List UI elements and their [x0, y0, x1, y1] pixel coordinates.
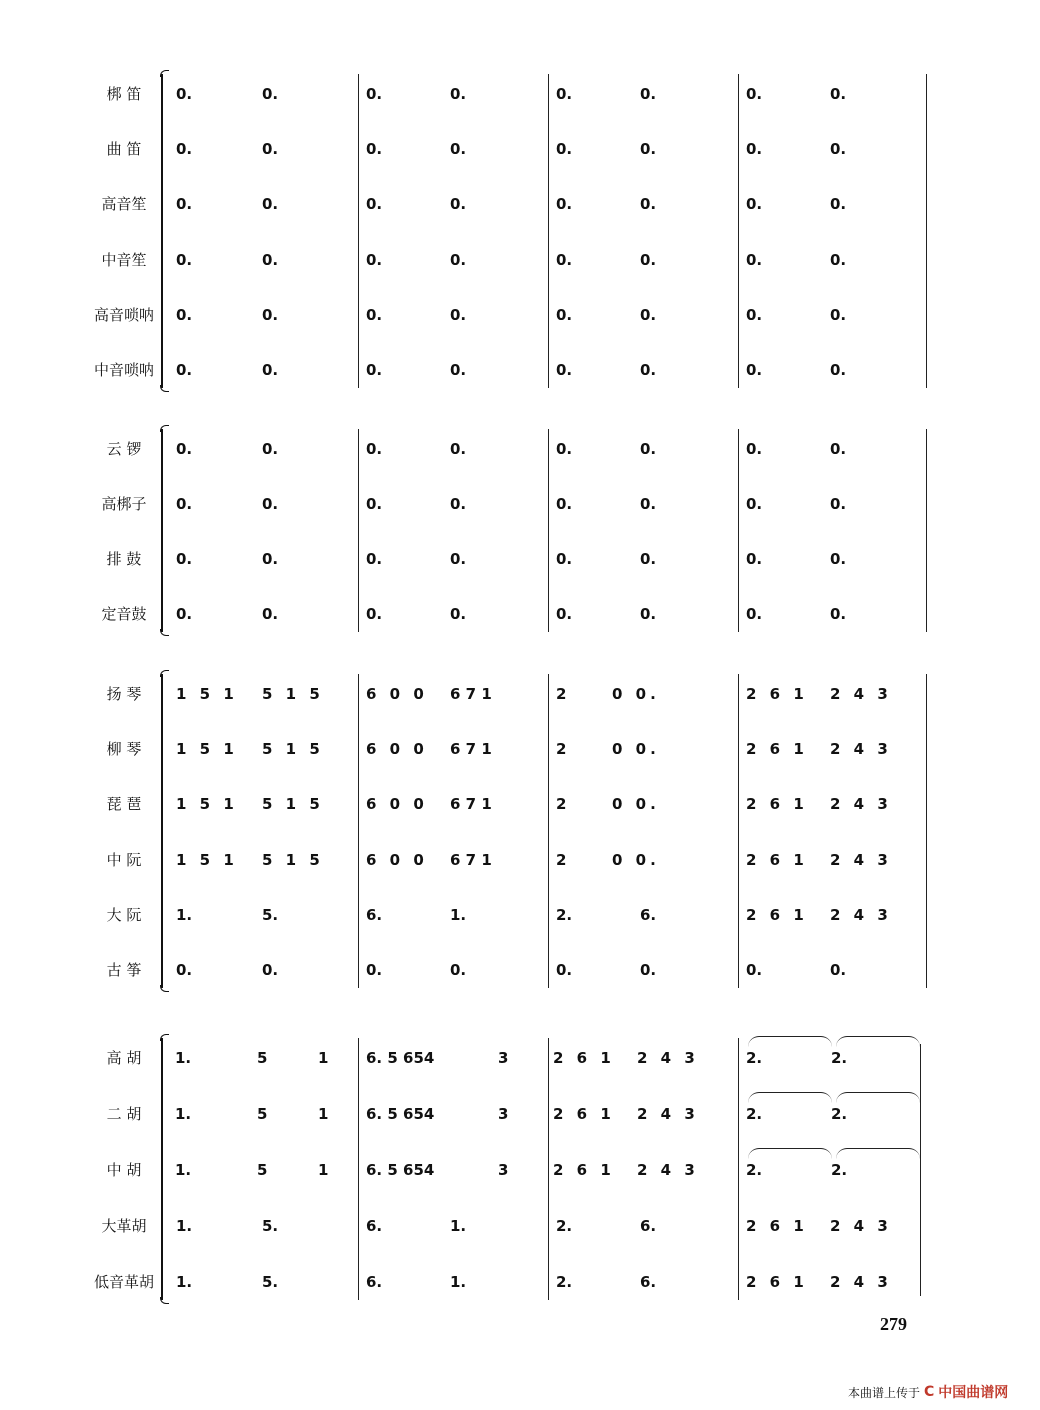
- note-cell: 0.: [830, 605, 847, 623]
- barline: [926, 74, 927, 388]
- note-cell: 0.: [556, 305, 573, 324]
- barline: [926, 429, 927, 632]
- note-cell: 0.: [830, 250, 847, 269]
- note-cell: 0.: [830, 195, 847, 214]
- note-cell: 1 5 1: [176, 685, 238, 703]
- note-cell: 2.: [831, 1161, 848, 1179]
- note-cell: 0.: [262, 140, 279, 159]
- note-cell: 0.: [450, 195, 467, 214]
- note-cell: 0.: [556, 550, 573, 568]
- note-cell: 5.: [262, 905, 279, 924]
- group-bracket: [161, 429, 171, 632]
- note-cell: 6. 5 654: [366, 1105, 435, 1123]
- note-cell: 2 4 3: [830, 1273, 892, 1291]
- note-cell: 0.: [262, 495, 279, 513]
- note-cell: 0.: [830, 550, 847, 568]
- barline: [358, 674, 359, 988]
- note-cell: 0.: [746, 195, 763, 214]
- note-cell: 0.: [556, 440, 573, 458]
- note-cell: 0.: [640, 250, 657, 269]
- note-cell: 6 7 1: [450, 795, 492, 814]
- note-cell: 0.: [556, 140, 573, 159]
- note-cell: 2 6 1: [553, 1049, 615, 1067]
- note-cell: 6.: [366, 1273, 383, 1291]
- instrument-label: 柳 琴: [106, 740, 142, 759]
- instrument-label: 高音笙: [101, 195, 147, 214]
- note-cell: 5 1 5: [262, 850, 324, 869]
- tie-arc: [748, 1148, 832, 1159]
- note-cell: 0.: [176, 495, 193, 513]
- instrument-label: 大 阮: [106, 905, 142, 924]
- note-cell: 0.: [746, 361, 763, 379]
- note-cell: 1.: [175, 1049, 192, 1067]
- note-cell: 0.: [450, 605, 467, 623]
- note-cell: 0.: [176, 305, 193, 324]
- note-cell: 6.: [366, 905, 383, 924]
- note-cell: 0.: [450, 85, 467, 103]
- note-cell: 2.: [556, 905, 573, 924]
- barline: [926, 674, 927, 988]
- note-cell: 0.: [746, 495, 763, 513]
- note-cell: 0.: [556, 961, 573, 979]
- note-cell: 0.: [746, 85, 763, 103]
- note-cell: 2 6 1: [746, 1217, 808, 1235]
- barline: [738, 1038, 739, 1300]
- note-cell: 0.: [746, 550, 763, 568]
- barline: [358, 74, 359, 388]
- note-cell: 1.: [450, 905, 467, 924]
- note-cell: 0.: [746, 305, 763, 324]
- group-bracket: [161, 1038, 171, 1300]
- note-cell: 0.: [366, 140, 383, 159]
- note-cell: 0.: [640, 195, 657, 214]
- note-cell: 0.: [366, 961, 383, 979]
- note-cell: 0.: [366, 495, 383, 513]
- note-cell: 0.: [262, 85, 279, 103]
- site-logo-icon: C: [924, 1384, 935, 1400]
- instrument-label: 云 锣: [106, 440, 142, 458]
- note-cell: 0.: [176, 140, 193, 159]
- note-cell: 5 1 5: [262, 685, 324, 703]
- note-cell: 3: [498, 1049, 509, 1067]
- note-cell: 0.: [262, 550, 279, 568]
- note-cell: 2 4 3: [830, 740, 892, 759]
- note-cell: 0.: [176, 961, 193, 979]
- note-cell: 2 6 1: [746, 850, 808, 869]
- note-cell: 5 1 5: [262, 795, 324, 814]
- note-cell: 2.: [831, 1105, 848, 1123]
- note-cell: 0.: [640, 605, 657, 623]
- barline: [548, 74, 549, 388]
- note-cell: 0.: [450, 961, 467, 979]
- note-cell: 0.: [366, 361, 383, 379]
- footer-text: 本曲谱上传于: [848, 1385, 921, 1400]
- note-cell: 2.: [556, 1217, 573, 1235]
- note-cell: 0.: [746, 250, 763, 269]
- note-cell: 0.: [450, 361, 467, 379]
- note-cell: 0.: [556, 250, 573, 269]
- barline: [548, 429, 549, 632]
- note-cell: 0.: [366, 195, 383, 214]
- note-cell: 0.: [450, 440, 467, 458]
- note-cell: 0.: [262, 305, 279, 324]
- note-cell: 6.: [640, 1217, 657, 1235]
- note-cell: 5: [257, 1049, 268, 1067]
- note-cell: 0.: [746, 961, 763, 979]
- note-cell: 2.: [746, 1105, 763, 1123]
- note-cell: 1.: [450, 1273, 467, 1291]
- note-cell: 0.: [176, 440, 193, 458]
- note-cell: 2 4 3: [830, 850, 892, 869]
- note-cell: 1.: [175, 1161, 192, 1179]
- note-cell: 6.: [640, 905, 657, 924]
- note-cell: 2 6 1: [746, 685, 808, 703]
- note-cell: 0.: [450, 495, 467, 513]
- note-cell: 5: [257, 1105, 268, 1123]
- note-cell: 2 6 1: [553, 1105, 615, 1123]
- note-cell: 0.: [366, 305, 383, 324]
- barline: [358, 1038, 359, 1300]
- note-cell: 2 4 3: [830, 905, 892, 924]
- note-cell: 0 0.: [612, 685, 660, 703]
- note-cell: 0.: [176, 85, 193, 103]
- note-cell: 2: [556, 850, 567, 869]
- instrument-label: 二 胡: [106, 1105, 142, 1123]
- note-cell: 0.: [366, 605, 383, 623]
- note-cell: 0.: [640, 550, 657, 568]
- note-cell: 2.: [746, 1161, 763, 1179]
- note-cell: 1.: [176, 1217, 193, 1235]
- site-logo-text: 中国曲谱网: [938, 1385, 1009, 1401]
- note-cell: 6 7 1: [450, 740, 492, 759]
- note-cell: 5: [257, 1161, 268, 1179]
- note-cell: 6. 5 654: [366, 1161, 435, 1179]
- instrument-label: 高梆子: [101, 495, 147, 513]
- note-cell: 6 0 0: [366, 795, 428, 814]
- barline: [738, 429, 739, 632]
- note-cell: 2 6 1: [746, 740, 808, 759]
- note-cell: 6 7 1: [450, 685, 492, 703]
- note-cell: 3: [498, 1105, 509, 1123]
- note-cell: 2 6 1: [746, 905, 808, 924]
- note-cell: 0.: [830, 961, 847, 979]
- note-cell: 1.: [175, 1105, 192, 1123]
- note-cell: 0.: [176, 550, 193, 568]
- note-cell: 0.: [830, 361, 847, 379]
- note-cell: 0.: [556, 605, 573, 623]
- tie-arc: [836, 1092, 920, 1103]
- note-cell: 0.: [176, 195, 193, 214]
- instrument-label: 低音革胡: [93, 1273, 154, 1291]
- page-number: 279: [880, 1314, 907, 1334]
- instrument-label: 古 筝: [106, 961, 142, 979]
- note-cell: 2: [556, 795, 567, 814]
- note-cell: 1 5 1: [176, 740, 238, 759]
- note-cell: 5 1 5: [262, 740, 324, 759]
- note-cell: 0.: [640, 85, 657, 103]
- note-cell: 0.: [830, 85, 847, 103]
- note-cell: 0.: [450, 305, 467, 324]
- barline: [738, 674, 739, 988]
- note-cell: 0.: [262, 250, 279, 269]
- note-cell: 1.: [450, 1217, 467, 1235]
- note-cell: 0.: [746, 440, 763, 458]
- instrument-label: 中 阮: [106, 850, 142, 869]
- note-cell: 6 7 1: [450, 850, 492, 869]
- note-cell: 2 6 1: [746, 795, 808, 814]
- note-cell: 0.: [366, 250, 383, 269]
- note-cell: 1 5 1: [176, 850, 238, 869]
- barline: [358, 429, 359, 632]
- instrument-label: 扬 琴: [106, 685, 142, 703]
- note-cell: 0.: [640, 961, 657, 979]
- barline: [738, 74, 739, 388]
- note-cell: 0.: [556, 495, 573, 513]
- note-cell: 2: [556, 740, 567, 759]
- note-cell: 0.: [640, 361, 657, 379]
- instrument-label: 曲 笛: [106, 140, 142, 159]
- note-cell: 2 4 3: [637, 1105, 699, 1123]
- note-cell: 0.: [830, 495, 847, 513]
- note-cell: 0.: [830, 305, 847, 324]
- note-cell: 1: [318, 1105, 329, 1123]
- note-cell: 6.: [640, 1273, 657, 1291]
- note-cell: 0.: [640, 495, 657, 513]
- note-cell: 2 4 3: [637, 1161, 699, 1179]
- note-cell: 0.: [262, 361, 279, 379]
- tie-arc: [748, 1036, 832, 1047]
- note-cell: 0.: [262, 961, 279, 979]
- instrument-label: 琵 琶: [106, 795, 142, 814]
- note-cell: 0.: [830, 440, 847, 458]
- instrument-label: 中 胡: [106, 1161, 142, 1179]
- note-cell: 0.: [176, 250, 193, 269]
- note-cell: 0 0.: [612, 850, 660, 869]
- note-cell: 3: [498, 1161, 509, 1179]
- note-cell: 0 0.: [612, 795, 660, 814]
- note-cell: 0.: [450, 140, 467, 159]
- note-cell: 0.: [262, 605, 279, 623]
- instrument-label: 梆 笛: [106, 85, 142, 103]
- barline: [548, 674, 549, 988]
- note-cell: 2 4 3: [830, 1217, 892, 1235]
- note-cell: 0.: [746, 605, 763, 623]
- note-cell: 0.: [640, 440, 657, 458]
- note-cell: 0.: [366, 550, 383, 568]
- note-cell: 2: [556, 685, 567, 703]
- note-cell: 0.: [262, 440, 279, 458]
- note-cell: 0.: [176, 361, 193, 379]
- note-cell: 6 0 0: [366, 850, 428, 869]
- note-cell: 0.: [262, 195, 279, 214]
- instrument-label: 中音笙: [101, 250, 147, 269]
- note-cell: 6. 5 654: [366, 1049, 435, 1067]
- note-cell: 0.: [366, 440, 383, 458]
- note-cell: 0.: [830, 140, 847, 159]
- note-cell: 0.: [640, 140, 657, 159]
- instrument-label: 中音唢呐: [93, 361, 154, 379]
- note-cell: 0.: [450, 550, 467, 568]
- tie-arc: [748, 1092, 832, 1103]
- note-cell: 5.: [262, 1273, 279, 1291]
- note-cell: 0.: [556, 195, 573, 214]
- note-cell: 1.: [176, 1273, 193, 1291]
- group-bracket: [161, 674, 171, 988]
- tie-arc: [836, 1148, 920, 1159]
- note-cell: 0.: [176, 605, 193, 623]
- instrument-label: 排 鼓: [106, 550, 142, 568]
- note-cell: 6 0 0: [366, 740, 428, 759]
- instrument-label: 大革胡: [101, 1217, 147, 1235]
- note-cell: 1: [318, 1161, 329, 1179]
- note-cell: 2.: [746, 1049, 763, 1067]
- note-cell: 1: [318, 1049, 329, 1067]
- instrument-label: 高 胡: [106, 1049, 142, 1067]
- note-cell: 5.: [262, 1217, 279, 1235]
- note-cell: 0.: [746, 140, 763, 159]
- barline: [548, 1038, 549, 1300]
- instrument-label: 定音鼓: [101, 605, 147, 623]
- note-cell: 0.: [640, 305, 657, 324]
- note-cell: 0.: [366, 85, 383, 103]
- footer: [848, 1382, 1008, 1402]
- note-cell: 2 4 3: [830, 795, 892, 814]
- note-cell: 1.: [176, 905, 193, 924]
- barline: [920, 1044, 921, 1296]
- note-cell: 1 5 1: [176, 795, 238, 814]
- note-cell: 2 6 1: [746, 1273, 808, 1291]
- note-cell: 0.: [556, 361, 573, 379]
- note-cell: 2.: [556, 1273, 573, 1291]
- note-cell: 0 0.: [612, 740, 660, 759]
- instrument-label: 高音唢呐: [93, 305, 154, 324]
- group-bracket: [161, 74, 171, 388]
- note-cell: 0.: [556, 85, 573, 103]
- note-cell: 2 4 3: [637, 1049, 699, 1067]
- note-cell: 2 6 1: [553, 1161, 615, 1179]
- note-cell: 2.: [831, 1049, 848, 1067]
- note-cell: 2 4 3: [830, 685, 892, 703]
- note-cell: 0.: [450, 250, 467, 269]
- note-cell: 6.: [366, 1217, 383, 1235]
- tie-arc: [836, 1036, 920, 1047]
- note-cell: 6 0 0: [366, 685, 428, 703]
